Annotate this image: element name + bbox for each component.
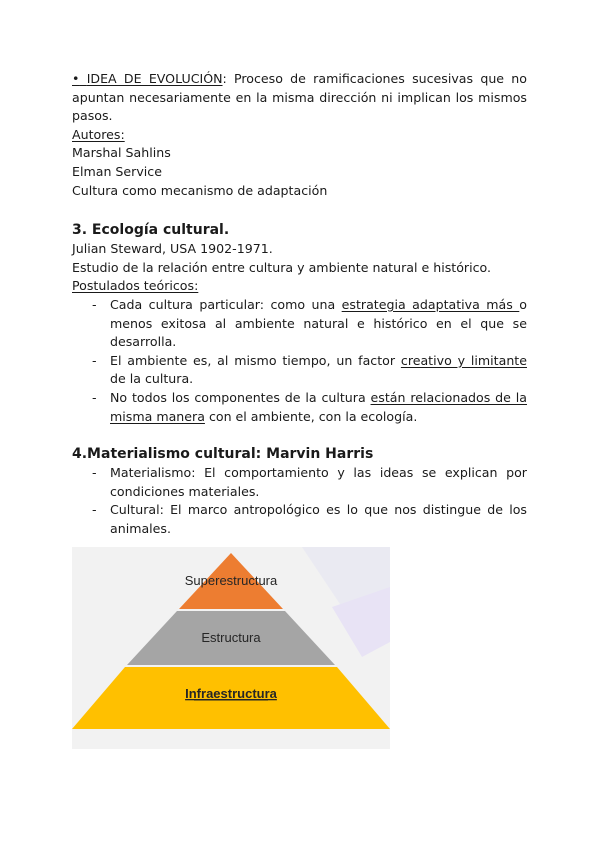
ecology-study: Estudio de la relación entre cultura y ambiente natural e histórico. <box>72 259 492 275</box>
postulates-list <box>72 296 527 426</box>
materialism-list <box>72 464 527 538</box>
authors-label: Autores: <box>72 126 125 142</box>
evolution-definition: : Proceso de ramificaciones sucesivas que no apuntan necesariamente en la misma dirección ni implican los mismos pasos. <box>72 71 527 124</box>
evolution-paragraph <box>72 70 527 126</box>
author-2: Elman Service <box>72 163 162 179</box>
ecology-heading: 3. Ecología cultural. <box>72 222 230 239</box>
list-item: - No todos los componentes de la cultura están relacionados de la misma manera con el ambiente, con la ecología. <box>72 389 527 426</box>
evolution-term: • IDEA DE EVOLUCIÓN <box>72 71 223 86</box>
pyramid-base-label: Infraestructura <box>185 686 277 701</box>
adaptation-concept: Cultura como mecanismo de adaptación <box>72 182 328 198</box>
list-item: - El ambiente es, al mismo tiempo, un factor creativo y limitante de la cultura. <box>72 352 527 389</box>
list-item: - Cada cultura particular: como una estrategia adaptativa más o menos exitosa al ambiente natural e histórico en el que se desarrolla. <box>72 296 527 352</box>
author-1: Marshal Sahlins <box>72 145 171 161</box>
pyramid-middle-label: Estructura <box>201 630 261 645</box>
postulates-label: Postulados teóricos: <box>72 278 199 294</box>
list-item: - Materialismo: El comportamiento y las ideas se explican por condiciones materiales. <box>72 464 527 501</box>
pyramid-top-label: Superestructura <box>184 573 278 588</box>
materialism-heading: 4.Materialismo cultural: Marvin Harris <box>72 446 374 463</box>
pyramid-diagram <box>72 547 390 749</box>
document-page <box>72 70 527 538</box>
pyramid-svg <box>72 547 390 749</box>
list-item: - Cultural: El marco antropológico es lo que nos distingue de los animales. <box>72 501 527 538</box>
ecology-author: Julian Steward, USA 1902-1971. <box>72 241 273 257</box>
